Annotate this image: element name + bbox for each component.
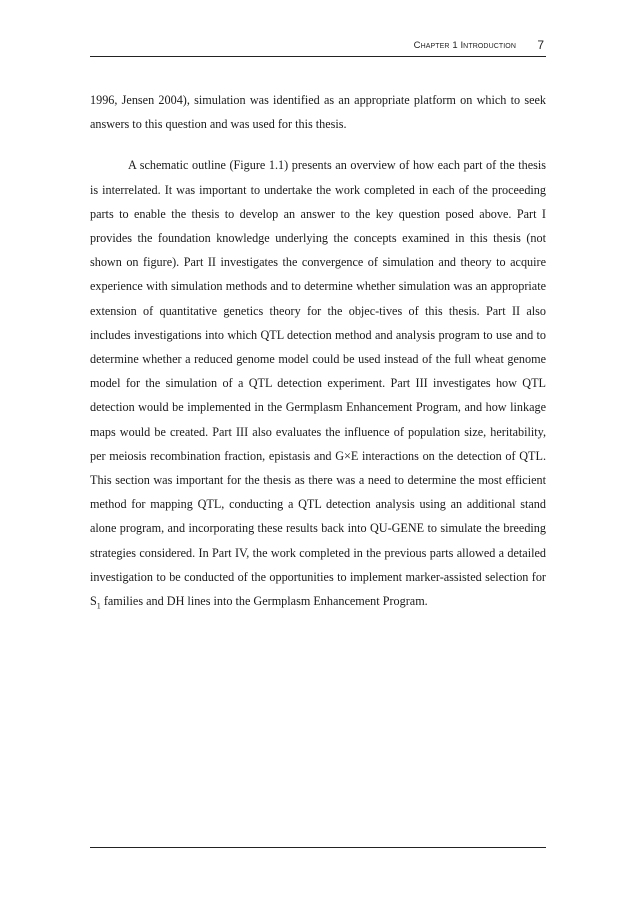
paragraph-2-text-end: families and DH lines into the Germplasm Enhancement Program. — [100, 594, 428, 609]
paragraph-1: 1996, Jensen 2004), simulation was identified as an appropriate platform on which to seek answers to this question and was used for this thesis. — [90, 93, 546, 132]
running-header — [90, 38, 546, 57]
body-text — [90, 88, 546, 619]
paragraph-2 — [90, 153, 546, 618]
page-number: 7 — [537, 38, 544, 52]
footer-rule — [90, 847, 546, 848]
paragraph-2-text: A schematic outline (Figure 1.1) presents an overview of how each part of the thesis is interrelated. It was important to undertake the work completed in each of the proceeding parts to enable the thesis to develop an answer to the key question posed above. Part I provides the foundation knowledge underlying the concepts examined in this thesis (not shown on figure). Part II investigates the convergence of simulation and theory to acquire experience with simulation methods and to determine whether simulation was an appropriate extension of quantitative genetics theory for the objec-tives of this thesis. Part II also includes investigations into which QTL detection method and analysis program to use and to determine whether a reduced genome model could be used instead of the full wheat genome model for the simulation of a QTL detection experiment. Part III investigates how QTL detection would be implemented in the Germplasm Enhancement Program, and how linkage maps would be created. Part III also evaluates the influence of population size, heritability, per meiosis recombination fraction, epistasis and G×E interactions on the detection of QTL. This section was important for the thesis as there was a need to determine the most efficient method for mapping QTL, conducting a QTL detection analysis using an additional stand alone program, and incorporating these results back into QU-GENE to simulate the breeding strategies considered. In Part IV, the work completed in the previous parts allowed a detailed investigation to be conducted of the opportunities to implement marker-assisted selection for S — [90, 158, 546, 609]
chapter-title: Chapter 1 Introduction — [413, 40, 516, 51]
subscript-generation: 1 — [96, 601, 101, 611]
